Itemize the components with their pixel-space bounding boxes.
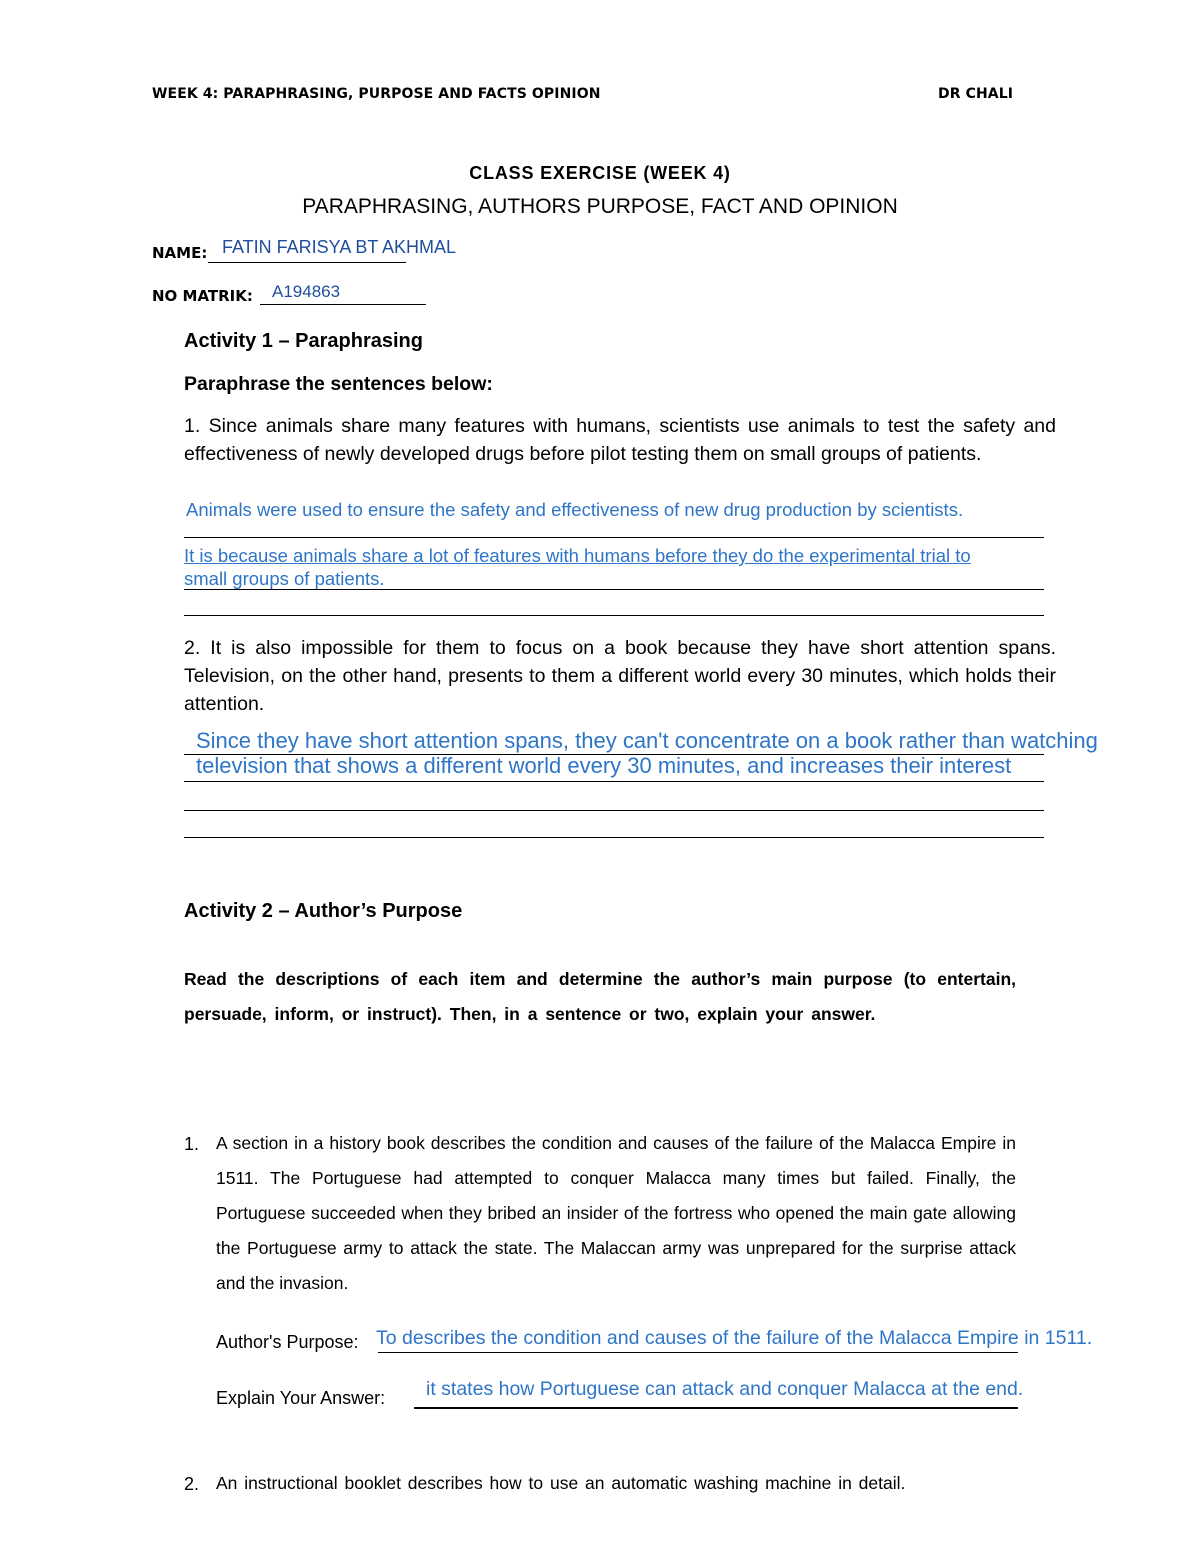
answer-line [184, 781, 1044, 782]
item2-number: 2. [184, 1474, 200, 1494]
answer-line [184, 810, 1044, 811]
answer-line [184, 589, 1044, 590]
explain-answer-underline [414, 1407, 1018, 1409]
authors-purpose-label: Author's Purpose: [216, 1332, 359, 1352]
document-header-title: WEEK 4: PARAPHRASING, PURPOSE AND FACTS OPINION [152, 86, 601, 102]
name-underline [208, 262, 406, 263]
activity1-answer2-line2[interactable]: television that shows a different world every 30 minutes, and increases their interest [196, 753, 1012, 778]
matrik-label: NO MATRIK: [152, 287, 253, 305]
answer-line [184, 837, 1044, 838]
activity2-title: Activity 2 – Author’s Purpose [184, 900, 463, 922]
activity1-question2: 2. It is also impossible for them to focus on a book because they have short attention spans. Television, on the other hand, presents to them a different world every 30 minutes, which holds their attention. [184, 637, 1056, 715]
authors-purpose-answer[interactable]: To describes the condition and causes of the failure of the Malacca Empire in 1511. [376, 1327, 1093, 1349]
activity2-instruction: Read the descriptions of each item and determine the author’s main purpose (to entertain, persuade, inform, or instruct). Then, in a sentence or two, explain your answer. [184, 969, 1016, 1024]
authors-purpose-underline [378, 1352, 1018, 1353]
matrik-underline [260, 304, 426, 305]
exercise-title: CLASS EXERCISE (WEEK 4) [469, 163, 731, 183]
activity1-answer1-line1[interactable]: Animals were used to ensure the safety and effectiveness of new drug production by scientists. [186, 499, 964, 520]
document-header-author: DR CHALI [938, 86, 1014, 102]
explain-answer-value[interactable]: it states how Portuguese can attack and conquer Malacca at the end. [426, 1378, 1024, 1400]
activity1-answer2-line1[interactable]: Since they have short attention spans, they can't concentrate on a book rather than watching [196, 728, 1098, 753]
activity1-instruction: Paraphrase the sentences below: [184, 373, 493, 395]
name-label: NAME: [152, 244, 208, 262]
name-value[interactable]: FATIN FARISYA BT AKHMAL [222, 237, 457, 257]
matrik-value[interactable]: A194863 [272, 282, 341, 301]
item2-text: An instructional booklet describes how to use an automatic washing machine in detail. [216, 1473, 906, 1493]
item1-text: A section in a history book describes the condition and causes of the failure of the Malacca Empire in 1511. The Portuguese had attempted to conquer Malacca many times but failed. Finally, the Portuguese succeeded when they bribed an insider of the fortress who opened the main gate allowing the Portuguese army to attack the state. The Malaccan army was unprepared for the surprise attack and the invasion. [216, 1133, 1016, 1293]
answer-line [184, 537, 1044, 538]
answer-line [184, 615, 1044, 616]
item1-number: 1. [184, 1134, 200, 1154]
exercise-subtitle: PARAPHRASING, AUTHORS PURPOSE, FACT AND OPINION [302, 195, 898, 218]
explain-answer-label: Explain Your Answer: [216, 1388, 386, 1408]
activity1-answer1-line3[interactable]: small groups of patients. [184, 568, 385, 589]
activity1-title: Activity 1 – Paraphrasing [184, 330, 423, 352]
activity1-question1: 1. Since animals share many features with humans, scientists use animals to test the safety and effectiveness of newly developed drugs before pilot testing them on small groups of patients. [184, 415, 1056, 465]
activity1-answer1-line2[interactable]: It is because animals share a lot of features with humans before they do the experimental trial to [184, 545, 971, 566]
